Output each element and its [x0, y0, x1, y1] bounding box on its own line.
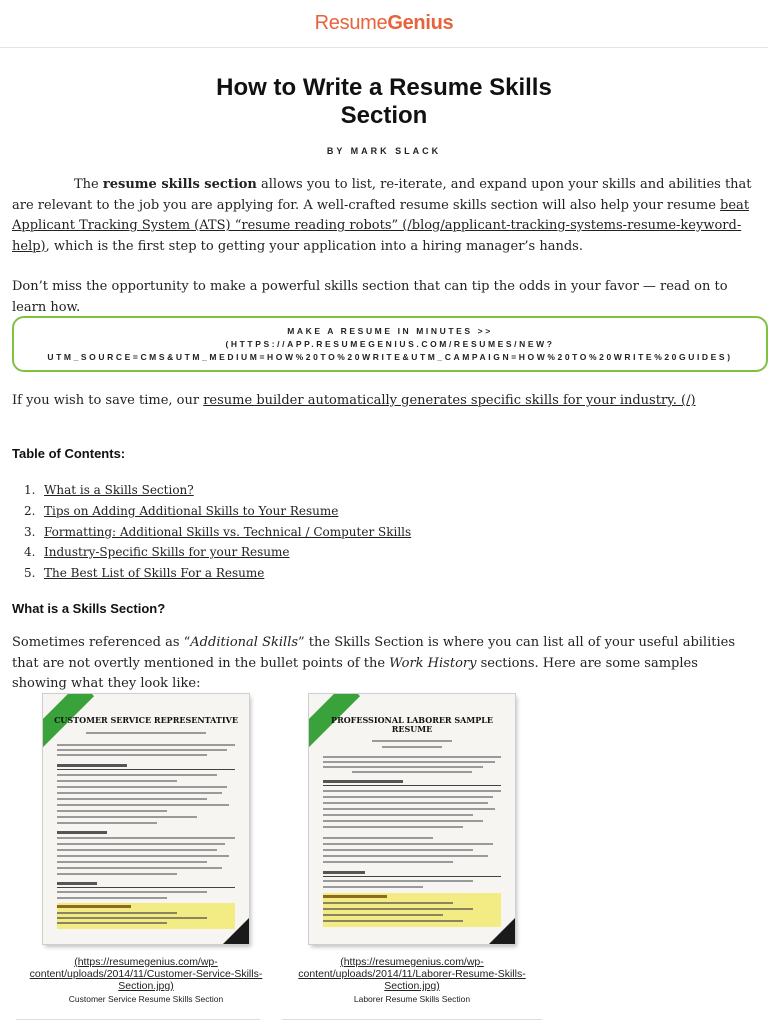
customer-service-resume-image[interactable]: [43, 694, 249, 944]
logo-part-resume: Resume: [314, 12, 388, 34]
article-title: How to Write a Resume Skills Section: [216, 74, 552, 129]
toc-link-what-is-skills-section[interactable]: What is a Skills Section?: [44, 483, 194, 497]
toc-item: 4. Industry-Specific Skills for your Resume: [24, 542, 411, 563]
toc-item: 5. The Best List of Skills For a Resume: [24, 563, 411, 584]
page-curl-decoration: [489, 918, 515, 944]
toc-link-industry-skills[interactable]: Industry-Specific Skills for your Resume: [44, 545, 290, 560]
resume-image-title: PROFESSIONAL LABORER SAMPLE RESUME: [331, 715, 493, 734]
page-curl-decoration: [223, 918, 249, 944]
table-of-contents: [24, 480, 411, 584]
divider: [16, 1019, 260, 1020]
section-heading: What is a Skills Section?: [12, 601, 166, 616]
laborer-image-link[interactable]: (https://resumegenius.com/wp-content/uploads/2014/11/Laborer-Resume-Skills-Section.jpg): [298, 956, 526, 992]
toc-link-formatting[interactable]: Formatting: Additional Skills vs. Technical / Computer Skills: [44, 524, 412, 539]
logo-part-genius: Genius: [387, 12, 454, 34]
make-resume-cta-button[interactable]: [12, 316, 768, 372]
toc-item: 3. Formatting: Additional Skills vs. Technical / Computer Skills: [24, 522, 411, 543]
lead-paragraph: Don’t miss the opportunity to make a powerful skills section that can tip the odds in your favor — read on to learn how.: [12, 279, 728, 315]
save-time-paragraph: If you wish to save time, our resume builder automatically generates specific skills for your industry. (/): [12, 393, 696, 408]
site-header: [0, 0, 768, 48]
figure-customer-service: [16, 694, 276, 1004]
toc-heading: Table of Contents:: [12, 446, 126, 461]
resume-builder-link[interactable]: resume builder automatically generates specific skills for your industry. (/): [203, 393, 696, 408]
resumegenius-logo[interactable]: [315, 12, 454, 35]
divider: [282, 1019, 542, 1020]
toc-item: 2. Tips on Adding Additional Skills to Your Resume: [24, 501, 411, 522]
toc-link-tips[interactable]: Tips on Adding Additional Skills to Your Resume: [44, 503, 339, 518]
laborer-resume-image[interactable]: [309, 694, 515, 944]
author-byline: BY MARK SLACK: [326, 146, 442, 156]
toc-link-best-list[interactable]: The Best List of Skills For a Resume: [44, 566, 265, 581]
intro-paragraph: The resume skills section allows you to list, re-iterate, and expand upon your skills and abilities that are relevant to the job you are applying for. A well-crafted resume skills section will also help your resume beat Applicant Tracking System (ATS) “resume reading robots” (/blog/applicant-tracking-systems-resume-keyword-help), which is the first step to getting your application into a hiring manager’s hands.: [12, 177, 752, 254]
resume-image-title: CUSTOMER SERVICE REPRESENTATIVE: [54, 715, 238, 725]
section-paragraph: Sometimes referenced as “Additional Skills” the Skills Section is where you can list all of your useful abilities that are not overtly mentioned in the bullet points of the Work History sections. Here are some samples showing what they look like:: [12, 635, 735, 691]
figure-laborer: [282, 694, 542, 1004]
customer-service-image-link[interactable]: (https://resumegenius.com/wp-content/uploads/2014/11/Customer-Service-Skills-Section.jpg): [29, 956, 263, 992]
ats-article-link[interactable]: beat Applicant Tracking System (ATS) “resume reading robots” (/blog/applicant-tracking-systems-resume-keyword-help): [12, 197, 750, 254]
cta-label: MAKE A RESUME IN MINUTES >> (HTTPS://APP.RESUMEGENIUS.COM/RESUMES/NEW? UTM_SOURCE=CMS&UTM_MEDIUM=HOW%20TO%20WRITE&UTM_CAMPAIGN=HOW%20TO%20WRITE%20GUIDES): [47, 325, 733, 362]
toc-item: 1. What is a Skills Section?: [24, 480, 411, 501]
figure-caption: Laborer Resume Skills Section: [353, 994, 471, 1004]
figure-caption: Customer Service Resume Skills Section: [68, 994, 224, 1004]
